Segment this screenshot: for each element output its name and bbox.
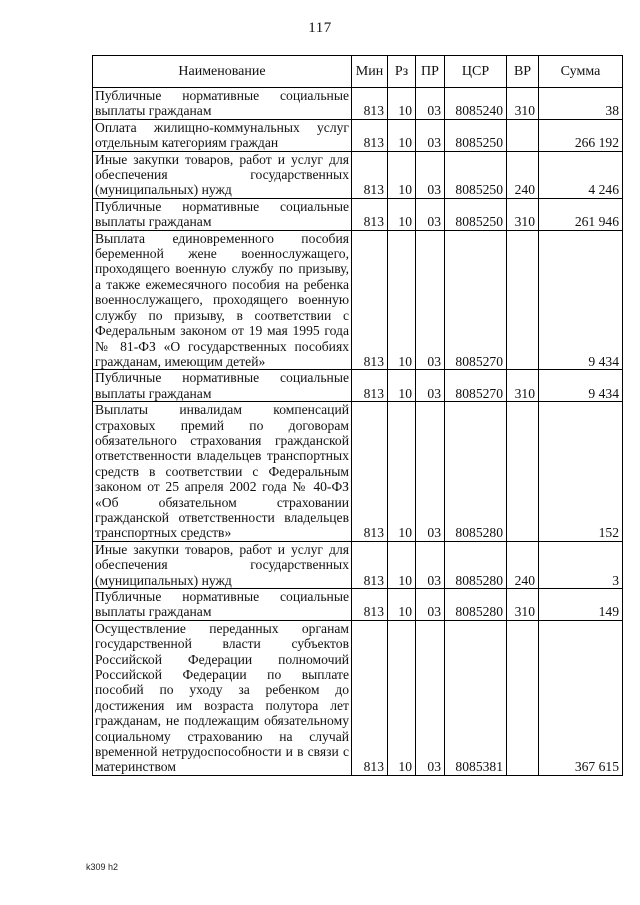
row-rz: 10 bbox=[388, 620, 416, 775]
row-min: 813 bbox=[352, 370, 388, 402]
row-csr: 8085280 bbox=[445, 589, 507, 621]
row-vr bbox=[507, 119, 539, 151]
table-row bbox=[93, 589, 623, 621]
col-header-min: Мин bbox=[352, 56, 388, 88]
row-min: 813 bbox=[352, 198, 388, 230]
table-row bbox=[93, 88, 623, 120]
row-csr: 8085250 bbox=[445, 198, 507, 230]
row-pr: 03 bbox=[416, 88, 445, 120]
row-rz: 10 bbox=[388, 230, 416, 370]
row-min: 813 bbox=[352, 589, 388, 621]
row-name: Публичные нормативные социальные выплаты гражданам bbox=[93, 589, 352, 621]
table-row bbox=[93, 230, 623, 370]
budget-table bbox=[92, 55, 623, 776]
row-name: Осуществление переданных органам государственной власти субъектов Российской Федерации полномочий Российской Федерации по выплате пособий по уходу за ребенком до достижения им возраста полутора лет гражданам, не подлежащим обязательному социальному страхованию на случай временной нетрудоспособности и в связи с материнством bbox=[93, 620, 352, 775]
row-sum: 367 615 bbox=[539, 620, 623, 775]
row-pr: 03 bbox=[416, 151, 445, 198]
row-min: 813 bbox=[352, 541, 388, 588]
row-csr: 8085270 bbox=[445, 370, 507, 402]
row-vr bbox=[507, 402, 539, 542]
row-vr bbox=[507, 230, 539, 370]
row-rz: 10 bbox=[388, 119, 416, 151]
row-csr: 8085381 bbox=[445, 620, 507, 775]
table-row bbox=[93, 402, 623, 542]
row-sum: 9 434 bbox=[539, 370, 623, 402]
col-header-vr: ВР bbox=[507, 56, 539, 88]
row-rz: 10 bbox=[388, 541, 416, 588]
row-vr: 240 bbox=[507, 151, 539, 198]
row-vr bbox=[507, 620, 539, 775]
row-min: 813 bbox=[352, 88, 388, 120]
row-name: Публичные нормативные социальные выплаты гражданам bbox=[93, 88, 352, 120]
col-header-csr: ЦСР bbox=[445, 56, 507, 88]
row-min: 813 bbox=[352, 402, 388, 542]
table-row bbox=[93, 541, 623, 588]
row-sum: 38 bbox=[539, 88, 623, 120]
row-pr: 03 bbox=[416, 541, 445, 588]
row-min: 813 bbox=[352, 230, 388, 370]
col-header-sum: Сумма bbox=[539, 56, 623, 88]
row-csr: 8085270 bbox=[445, 230, 507, 370]
col-header-pr: ПР bbox=[416, 56, 445, 88]
row-name: Выплаты инвалидам компенсаций страховых премий по договорам обязательного страхования гражданской ответственности владельцев транспортных средств в соответствии с Федеральным законом от 25 апреля 2002 года № 40-ФЗ «Об обязательном страховании гражданской ответственности владельцев транспортных средств» bbox=[93, 402, 352, 542]
row-rz: 10 bbox=[388, 151, 416, 198]
row-name: Публичные нормативные социальные выплаты гражданам bbox=[93, 198, 352, 230]
row-sum: 4 246 bbox=[539, 151, 623, 198]
row-min: 813 bbox=[352, 620, 388, 775]
row-rz: 10 bbox=[388, 370, 416, 402]
row-sum: 266 192 bbox=[539, 119, 623, 151]
table-row bbox=[93, 119, 623, 151]
row-vr: 310 bbox=[507, 589, 539, 621]
row-csr: 8085250 bbox=[445, 151, 507, 198]
row-sum: 149 bbox=[539, 589, 623, 621]
row-sum: 152 bbox=[539, 402, 623, 542]
row-rz: 10 bbox=[388, 589, 416, 621]
table-row bbox=[93, 198, 623, 230]
row-vr: 240 bbox=[507, 541, 539, 588]
row-vr: 310 bbox=[507, 370, 539, 402]
row-sum: 3 bbox=[539, 541, 623, 588]
row-name: Оплата жилищно-коммунальных услуг отдельным категориям граждан bbox=[93, 119, 352, 151]
row-pr: 03 bbox=[416, 402, 445, 542]
row-pr: 03 bbox=[416, 198, 445, 230]
col-header-rz: Рз bbox=[388, 56, 416, 88]
footer-code: k309 h2 bbox=[86, 862, 119, 872]
row-min: 813 bbox=[352, 151, 388, 198]
table-header-row bbox=[93, 56, 623, 88]
col-header-name: Наименование bbox=[93, 56, 352, 88]
row-pr: 03 bbox=[416, 589, 445, 621]
row-vr: 310 bbox=[507, 198, 539, 230]
table-row bbox=[93, 370, 623, 402]
row-rz: 10 bbox=[388, 402, 416, 542]
row-csr: 8085240 bbox=[445, 88, 507, 120]
row-name: Иные закупки товаров, работ и услуг для обеспечения государственных (муниципальных) нужд bbox=[93, 151, 352, 198]
row-name: Иные закупки товаров, работ и услуг для обеспечения государственных (муниципальных) нужд bbox=[93, 541, 352, 588]
row-csr: 8085280 bbox=[445, 541, 507, 588]
row-pr: 03 bbox=[416, 620, 445, 775]
row-vr: 310 bbox=[507, 88, 539, 120]
table-row bbox=[93, 151, 623, 198]
row-pr: 03 bbox=[416, 119, 445, 151]
row-sum: 261 946 bbox=[539, 198, 623, 230]
row-min: 813 bbox=[352, 119, 388, 151]
row-sum: 9 434 bbox=[539, 230, 623, 370]
row-csr: 8085250 bbox=[445, 119, 507, 151]
table-row bbox=[93, 620, 623, 775]
row-rz: 10 bbox=[388, 198, 416, 230]
row-csr: 8085280 bbox=[445, 402, 507, 542]
row-pr: 03 bbox=[416, 370, 445, 402]
row-pr: 03 bbox=[416, 230, 445, 370]
page-number: 117 bbox=[308, 20, 332, 36]
row-rz: 10 bbox=[388, 88, 416, 120]
row-name: Публичные нормативные социальные выплаты гражданам bbox=[93, 370, 352, 402]
row-name: Выплата единовременного пособия беременной жене военнослужащего, проходящего военную службу по призыву, а также ежемесячного пособия на ребенка военнослужащего, проходящего военную службу по призыву, в соответствии с Федеральным законом от 19 мая 1995 года № 81-ФЗ «О государственных пособиях гражданам, имеющим детей» bbox=[93, 230, 352, 370]
